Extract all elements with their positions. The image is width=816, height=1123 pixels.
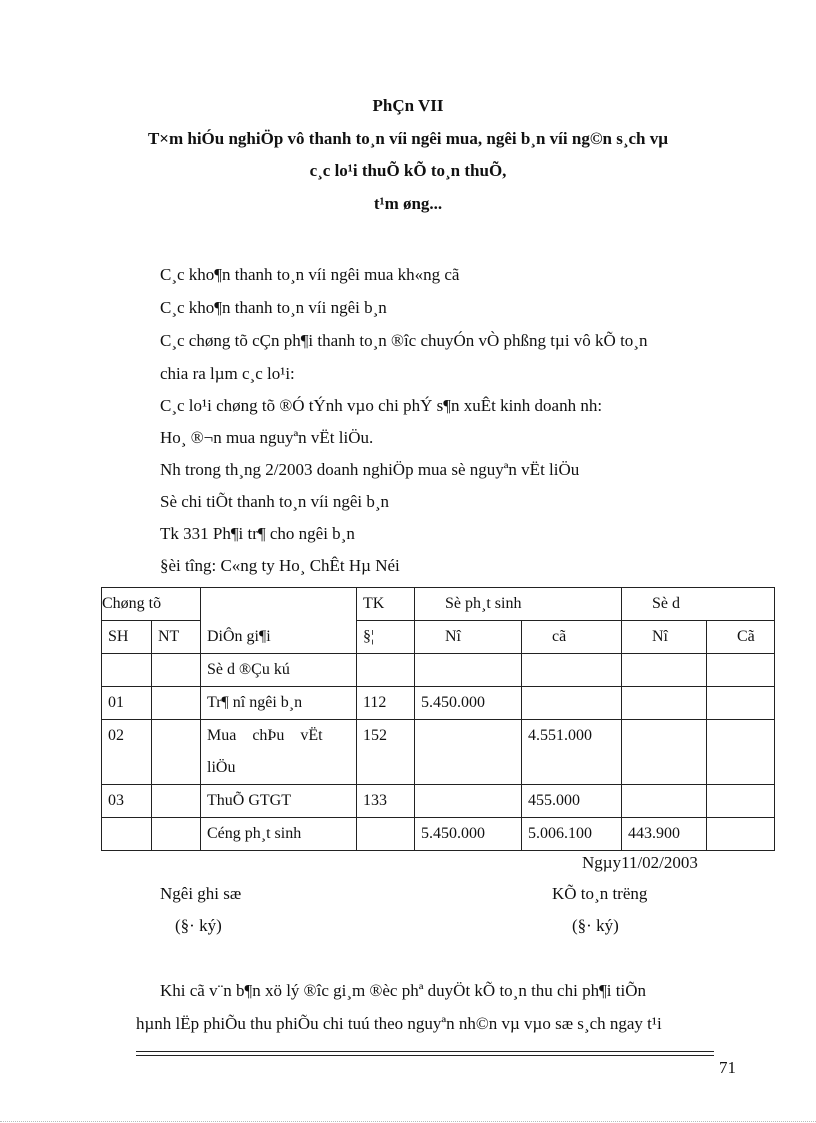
table-header-row <box>102 588 775 621</box>
header-tk-du: §¦ <box>357 621 415 654</box>
table-row <box>102 720 775 785</box>
cell-co: 4.551.000 <box>522 720 622 785</box>
header-tk: TK <box>357 588 415 621</box>
cell-du-co <box>707 654 775 687</box>
table-row <box>102 654 775 687</box>
page-edge-divider <box>0 1121 816 1122</box>
closing-line-1: Khi cã v¨n b¶n xö lý ®îc gi¸m ®èc phª duyÖt kÕ to¸n thu chi ph¶i tiÕn <box>160 981 646 1000</box>
paragraph-line: Ho¸ ®¬n mua nguyªn vËt liÖu. <box>160 428 374 447</box>
footer-rule-bottom <box>136 1055 714 1056</box>
cell-tk <box>357 654 415 687</box>
cell-co: 455.000 <box>522 785 622 818</box>
cell-nt <box>152 720 201 785</box>
table-row <box>102 785 775 818</box>
supplier-ledger-table <box>101 587 775 851</box>
table-row <box>102 687 775 720</box>
paragraph-line: Tk 331 Ph¶i tr¶ cho ngêi b¸n <box>160 524 355 543</box>
paragraph-line: §èi tîng: C«ng ty Ho¸ ChÊt Hµ Néi <box>160 556 400 575</box>
cell-dien-giai: Céng ph¸t sinh <box>201 818 357 851</box>
cell-no: 5.450.000 <box>415 818 522 851</box>
header-nt: NT <box>152 621 201 654</box>
cell-no <box>415 785 522 818</box>
cell-du-no: 443.900 <box>622 818 707 851</box>
closing-line-2: hµnh lËp phiÕu thu phiÕu chi tuú theo nguyªn nh©n vµ vµo sæ s¸ch ngay t¹i <box>136 1014 662 1033</box>
cell-tk <box>357 818 415 851</box>
cell-co <box>522 687 622 720</box>
signature-left-title: Ngêi ghi sæ <box>160 884 242 903</box>
cell-no <box>415 720 522 785</box>
cell-nt <box>152 818 201 851</box>
cell-du-co <box>707 785 775 818</box>
cell-du-co <box>707 818 775 851</box>
paragraph-line: Nh trong th¸ng 2/2003 doanh nghiÖp mua sè nguyªn vËt liÖu <box>160 460 580 479</box>
header-chung-tu: Chøng tõ <box>102 588 201 621</box>
cell-dien-giai: Tr¶ nî ngêi b¸n <box>201 687 357 720</box>
cell-dien-giai-line-2: liÖu <box>207 759 236 776</box>
cell-dien-giai <box>201 720 357 785</box>
section-title-line-1: T×m hiÓu nghiÖp vô thanh to¸n víi ngêi mua, ngêi b¸n víi ng©n s¸ch vµ <box>147 129 669 148</box>
paragraph-line: Sè chi tiÕt thanh to¸n víi ngêi b¸n <box>160 492 389 511</box>
cell-du-no <box>622 785 707 818</box>
header-co: cã <box>522 621 622 654</box>
date-line: Ngµy11/02/2003 <box>582 853 698 872</box>
header-sh: SH <box>102 621 152 654</box>
signature-left-note: (§· ký) <box>175 916 222 935</box>
cell-nt <box>152 687 201 720</box>
header-du-no: Nî <box>622 621 707 654</box>
paragraph-line: C¸c kho¶n thanh to¸n víi ngêi mua kh«ng cã <box>160 265 460 284</box>
header-so-du: Sè d <box>622 588 775 621</box>
cell-du-no <box>622 687 707 720</box>
cell-tk: 152 <box>357 720 415 785</box>
cell-dien-giai: Sè d ®Çu kú <box>201 654 357 687</box>
cell-sh: 02 <box>102 720 152 785</box>
cell-dien-giai-line-1: Mua chÞu vËt <box>207 727 323 744</box>
cell-co <box>522 654 622 687</box>
cell-sh: 03 <box>102 785 152 818</box>
header-dien-giai <box>201 588 357 654</box>
table-total-row <box>102 818 775 851</box>
cell-sh: 01 <box>102 687 152 720</box>
cell-co: 5.006.100 <box>522 818 622 851</box>
paragraph-line: C¸c kho¶n thanh to¸n víi ngêi b¸n <box>160 298 387 317</box>
cell-du-no <box>622 720 707 785</box>
cell-du-no <box>622 654 707 687</box>
section-title-line-3: t¹m øng... <box>373 194 443 213</box>
signature-right-note: (§· ký) <box>572 916 619 935</box>
cell-no <box>415 654 522 687</box>
cell-du-co <box>707 720 775 785</box>
page-number: 71 <box>719 1058 736 1077</box>
cell-tk: 133 <box>357 785 415 818</box>
cell-no: 5.450.000 <box>415 687 522 720</box>
footer-rule-top <box>136 1051 714 1052</box>
paragraph-line: chia ra lµm c¸c lo¹i: <box>160 364 295 383</box>
cell-nt <box>152 785 201 818</box>
paragraph-line: C¸c lo¹i chøng tõ ®Ó tÝnh vµo chi phÝ s¶n xuÊt kinh doanh nh: <box>160 396 603 415</box>
header-so-phat-sinh: Sè ph¸t sinh <box>415 588 622 621</box>
cell-du-co <box>707 687 775 720</box>
section-title-line-2: c¸c lo¹i thuÕ kÕ to¸n thuÕ, <box>309 161 507 180</box>
header-du-co: Cã <box>707 621 775 654</box>
paragraph-line: C¸c chøng tõ cÇn ph¶i thanh to¸n ®îc chuyÓn vÒ phßng tµi vô kÕ to¸n <box>160 331 648 350</box>
signature-right-title: KÕ to¸n trëng <box>552 884 648 903</box>
header-no: Nî <box>415 621 522 654</box>
header-dien-giai-label: DiÔn gi¶i <box>207 628 271 645</box>
cell-dien-giai: ThuÕ GTGT <box>201 785 357 818</box>
part-title: PhÇn VII <box>372 96 444 115</box>
cell-sh <box>102 818 152 851</box>
cell-tk: 112 <box>357 687 415 720</box>
cell-sh <box>102 654 152 687</box>
cell-nt <box>152 654 201 687</box>
